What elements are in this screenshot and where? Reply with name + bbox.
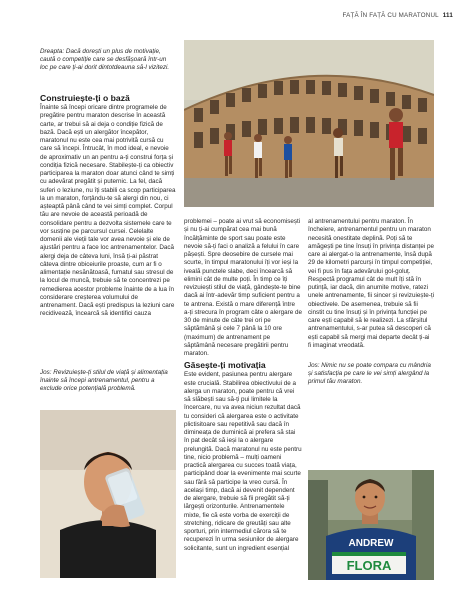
caption-left-wrap [40, 369, 176, 394]
section-build-base [40, 93, 176, 319]
bib-number-label: FLORA [346, 558, 392, 573]
left-column [40, 48, 176, 73]
photo-colosseum-runners [184, 40, 434, 207]
caption-top: Dreapta: Dacă dorești un plus de motivație, caută o competiție care se desfășoară într-un loc pe care ți-ai dorit dintotdeauna să-l vizitezi. [40, 48, 170, 72]
body-motivation: Este evident, pasiunea pentru alergare este crucială. Stabilirea obiectivului de a alerga un maraton, poate pentru că vrei să slăbești sau să-ți pui limitele la încercare, nu va avea niciun rezultat dacă tu consideri că alergarea este o activitate plictisitoare sau repetitivă sau dacă în dimineața de duminică ai prefera să stai în pat decât să ieși la o alergare prelungită. Dacă maratonul nu este pentru tine, nicio problemă – mulți oameni practică alergarea cu succes toată viața, participând doar la evenimente mai scurte sau fără să participe la vreo cursă. În același timp, dacă ai devenit dependent de alergare, trebuie să fii pregătit să-ți lărgești orizonturile. Antrenamentele mixte, fie că este vorba de exerciții de stretching, ridicare de greutăți sau alte sporturi, prin intermediul cărora să te recuperezi în urma sesiunilor de alergare solicitante, sunt un ingredient esențial [184, 371, 302, 552]
body-middle-top: problemei – poate ai vrut să economisești și nu ți-ai cumpărat cea mai bună încălțăminte de sport sau poate este nevoie să-ți faci o analiză a felului în care pășești. Spre deosebire de cursele mai scurte, în timpul maratonului îți vor ieși la iveală punctele slabe, deci încearcă să elimini cât de multe poți. În timp ce îți revizuiești stilul de viață, gândește-te bine dacă ai într-adevăr timp suficient pentru a te antrena. Există o mare diferență între a-ți strecura în program câte o alergare de 30 de minute de câte trei ori pe săptămână și cele 7 până la 10 ore (maximum) de antrenament pe săptămână necesare pregătirii pentru maraton. [184, 218, 302, 357]
right-column [308, 218, 434, 387]
shirt-lettering: ANDREW [348, 538, 394, 549]
heading-motivation: Găsește-ți motivația [184, 360, 266, 371]
header-title: FAȚĂ ÎN FAȚĂ CU MARATONUL [342, 12, 439, 19]
caption-right: Jos: Nimic nu se poate compara cu mândria și satisfacția pe care le vei simți alergând la primul tău maraton. [308, 362, 431, 386]
heading-build-base: Construiește-ți o bază [40, 93, 130, 103]
photo-marathon-finisher [308, 470, 434, 580]
photo-man-drinking [40, 410, 176, 578]
caption-left: Jos: Revizuiește-ți stilul de viață și alimentația înainte să începi antrenamentul, pentru a exclude orice potențială problemă. [40, 369, 168, 393]
middle-column [184, 218, 302, 553]
body-right-top: al antrenamentului pentru maraton. În încheiere, antrenamentul pentru un maraton necesită onestitate deplină. Poți să te amăgești pe tine însuți în privința distanței pe care ai alergat-o la antrenamente, însă după 29 de kilometri parcurși în timpul competiției, vei fi pus în fața adevărului gol-goluț. Respectă programul cât de mult îți stă în putință, iar dacă, din anumite motive, ratezi unele antrenamente, fii sincer și revizuiește-ți obiectivele. De asemenea, trebuie să fii cinstit cu tine însuți și în privința funcției pe care ești capabil să le realizezi. La sfârșitul antrenamentului, s-ar putea să descoperi că ești capabil să mergi mai departe decât ți-ai fi imaginat vreodată. [308, 218, 435, 349]
running-header [343, 12, 453, 19]
page-number: 111 [442, 12, 453, 19]
body-build-base: Înainte să începi oricare dintre programele de pregătire pentru maraton descrise în această carte, ar trebui să ai deja o condiție fizică de bază. Dacă ești un alergător începător, maratonul nu este cea mai potrivită cursă cu care să începi. Întrucât, în mod ideal, e nevoie de aproximativ un an pentru a-ți construi forța și condiția fizică necesare. Stabilește-ți ca obiectiv participarea la maraton doar atunci când te simți cu adevărat pregătit și puternic. La fel, dacă suferi o leziune, nu îți stabili ca scop participarea la un maraton, forțându-te să alergi din nou, ci așteaptă până când te vei simți complet. Corpul tău are nevoie de această perioadă de consolidare pentru a dezvolta sistemele care te vor susține pe parcursul cursei. Celelalte domenii ale vieții tale vor avea nevoie și ele de ajustări pentru a face loc antrenamentelor. Dacă alergi deja de câteva luni, însă ți-ai păstrat câteva dintre obiceiurile proaste, cum ar fi o alimentație nesănătoasă, fumatul sau stresul de la locul de muncă, trebuie să te concentrezi pe remedierea acestor probleme înainte de a lua în considerare creșterea volumului de antrenament. Dacă ești predispus la leziuni care recidivează, încearcă să identifici cauza [40, 104, 176, 318]
